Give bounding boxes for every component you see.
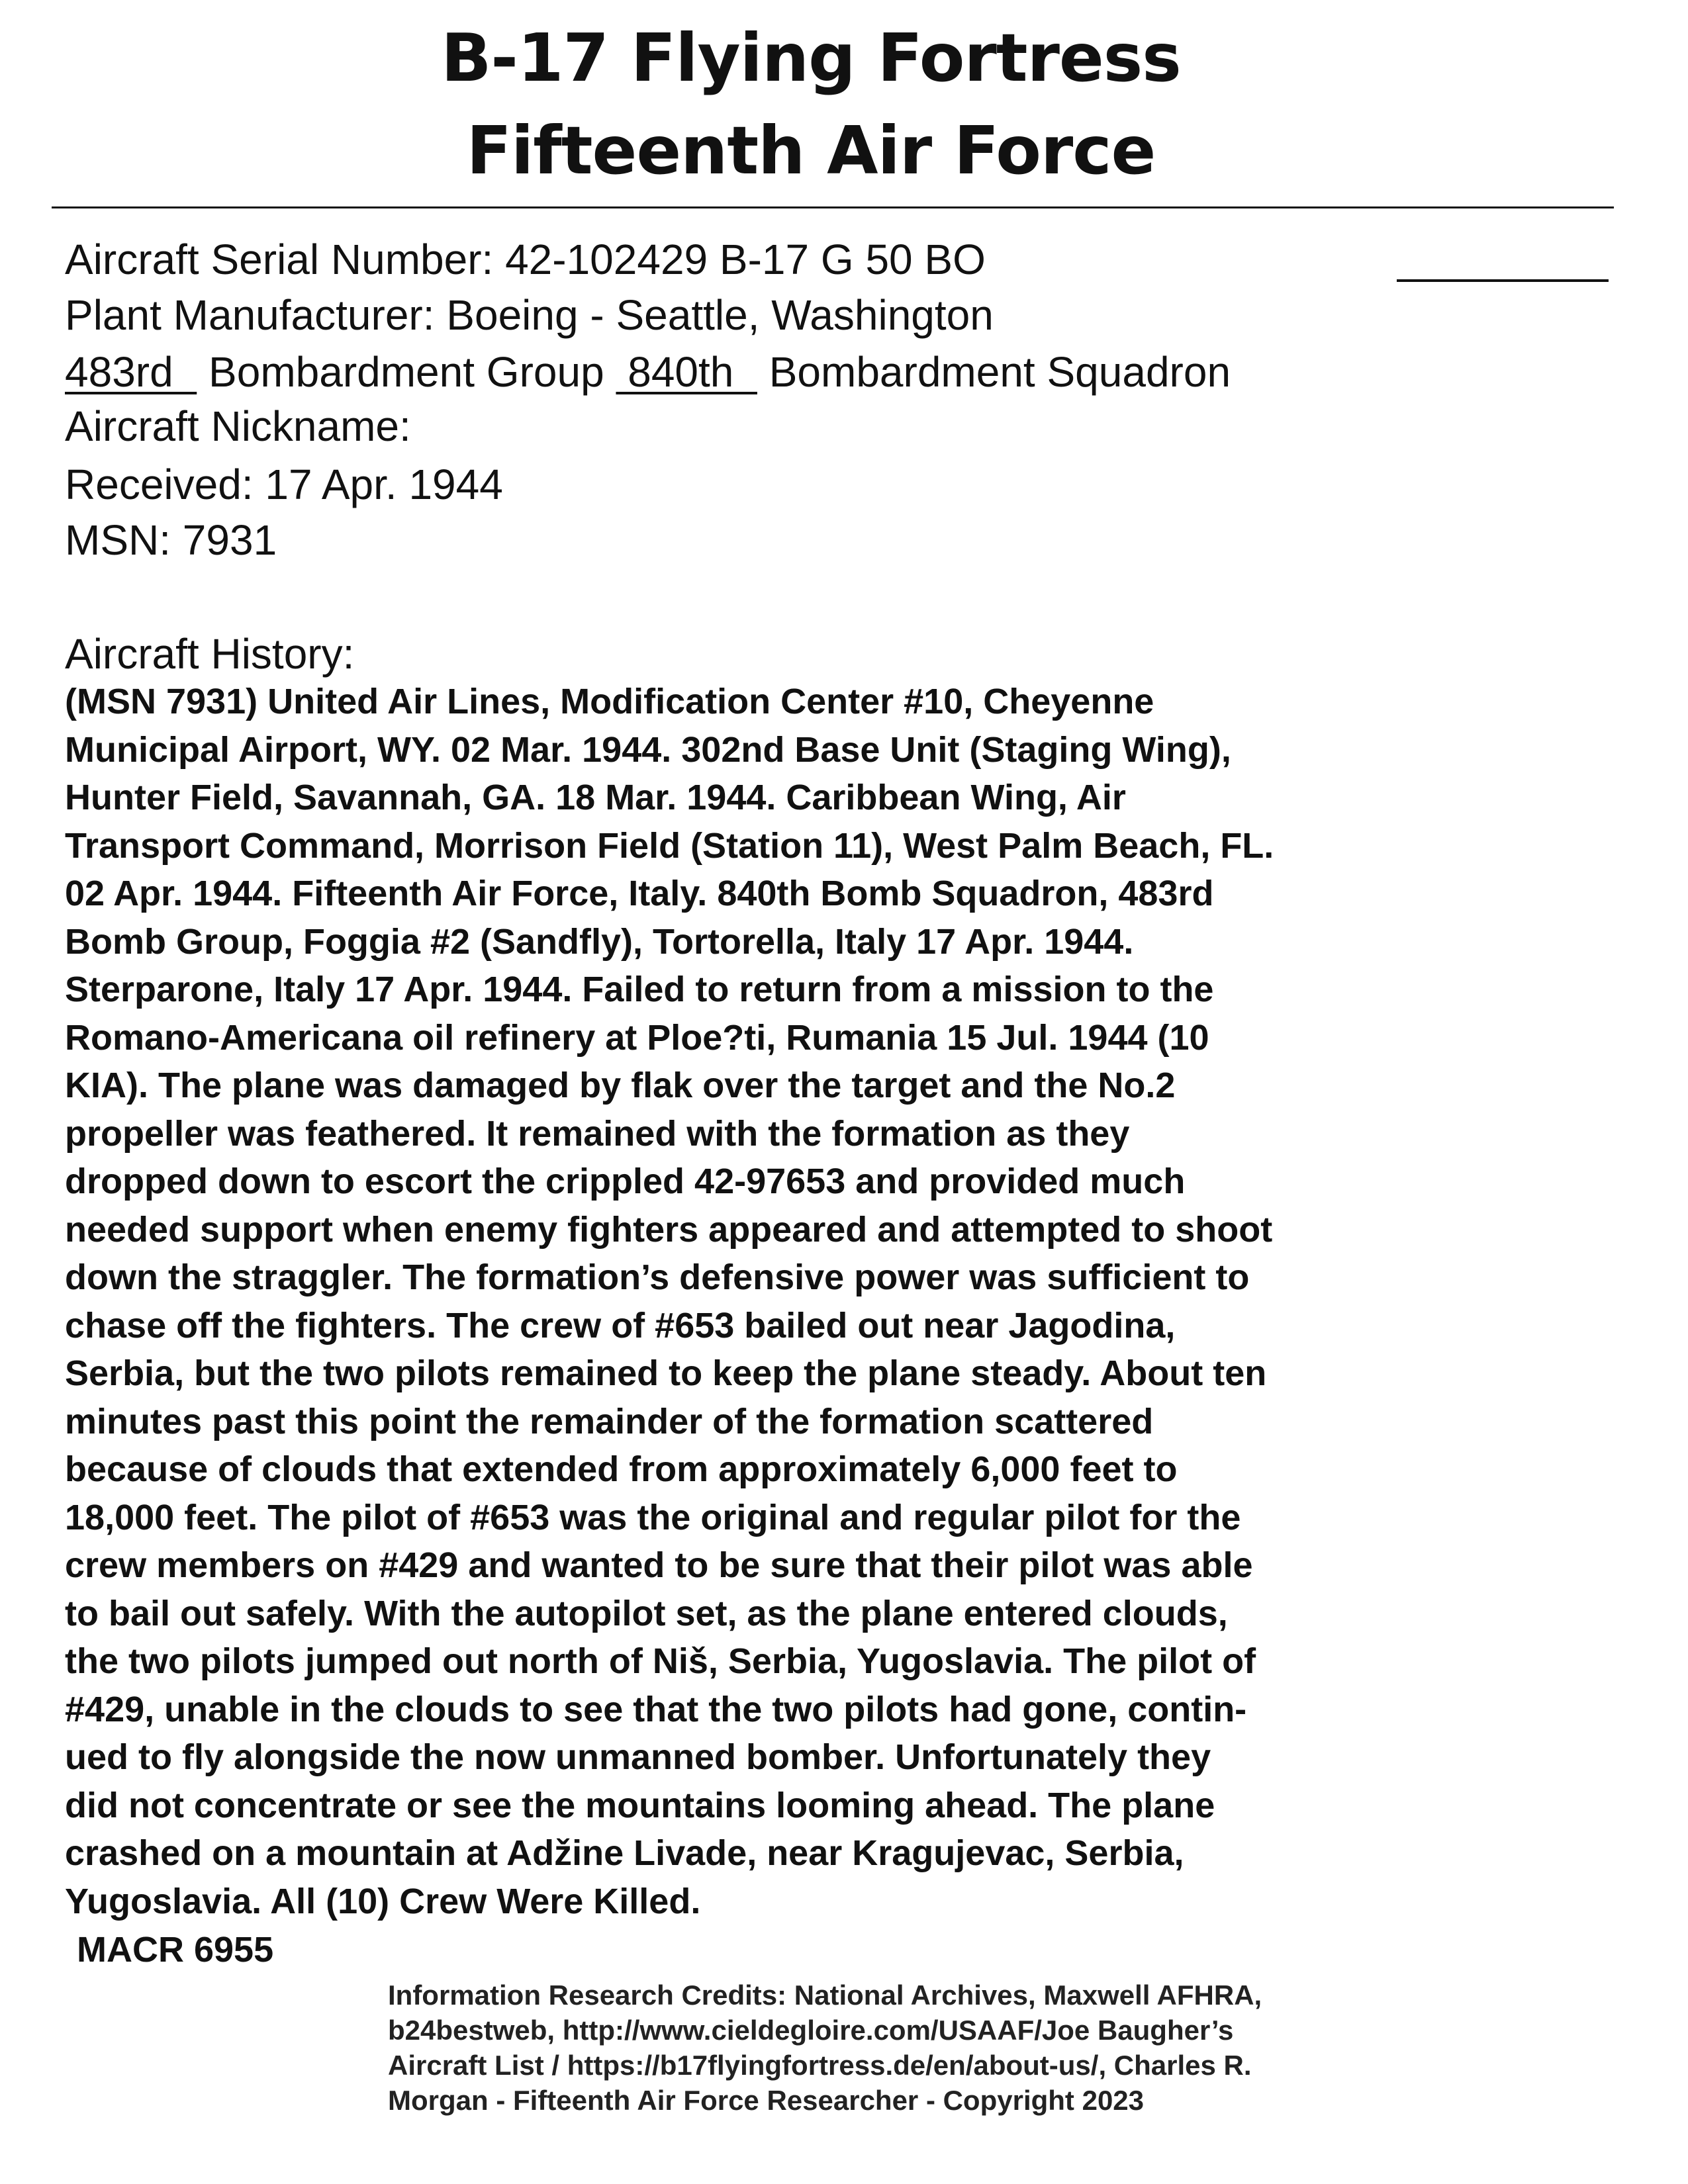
history-heading: Aircraft History:	[65, 630, 355, 678]
manufacturer-field: Plant Manufacturer: Boeing - Seattle, Washington	[65, 291, 994, 339]
group-squadron-field	[65, 345, 1231, 398]
macr-number: MACR 6955	[77, 1930, 274, 1970]
history-text: (MSN 7931) United Air Lines, Modification Center #10, Cheyenne Municipal Airport, WY. 02 Mar. 1944. 302nd Base Unit (Staging Wing), Hunter Field, Savannah, GA. 18 Mar. 1944. Caribbean Wing, Air Transport Command, Morrison Field (Station 11), West Palm Beach, FL. 02 Apr. 1944. Fifteenth Air Force, Italy. 840th Bomb Squadron, 483rd Bomb Group, Foggia #2 (Sandfly), Tortorella, Italy 17 Apr. 1944. Sterparone, Italy 17 Apr. 1944. Failed to return from a mission to the Romano-Americana oil refinery at Ploe?ti, Rumania 15 Jul. 1944 (10 KIA). The plane was damaged by flak over the target and the No.2 propeller was feathered. It remained with the formation as they dropped down to escort the crippled 42-97653 and provided much needed support when enemy fighters appeared and attempted to shoot down the straggler. The formation’s defensive power was sufficient to chase off the fighters. The crew of #653 bailed out near Jagodina, Serbia, but the two pilots remained to keep the plane steady. About ten minutes past this point the remainder of the formation scattered because of clouds that extended from approximately 6,000 feet to 18,000 feet. The pilot of #653 was the original and regular pilot for the crew members on #429 and wanted to be sure that their pilot was able to bail out safely. With the autopilot set, as the plane entered clouds, the two pilots jumped out north of Niš, Serbia, Yugoslavia. The pilot of #429, unable in the clouds to see that the two pilots had gone, contin- ued to fly alongside the now unmanned bomber. Unfortunately they did not concentrate or see the mountains looming ahead. The plane crashed on a mountain at Adžine Livade, near Kragujevac, Serbia, Yugoslavia. All (10) Crew Were Killed.	[65, 682, 1274, 1921]
header-divider	[52, 206, 1614, 208]
page-title: B-17 Flying Fortress	[441, 19, 1181, 97]
nickname-field: Aircraft Nickname:	[65, 402, 411, 450]
squadron-label: Bombardment Squadron	[757, 348, 1231, 396]
squadron-value: 840th	[616, 348, 757, 396]
received-field: Received: 17 Apr. 1944	[65, 461, 503, 508]
group-value: 483rd	[65, 348, 197, 396]
msn-field: MSN: 7931	[65, 516, 277, 564]
group-label: Bombardment Group	[197, 348, 616, 396]
serial-number-field: Aircraft Serial Number: 42-102429 B-17 G 50 BO	[65, 236, 986, 283]
research-credits: Information Research Credits: National Archives, Maxwell AFHRA, b24bestweb, http://www.cieldegloire.com/USAAF/Joe Baugher’s Aircraft List / https://b17flyingfortress.de/en/about-us/, Charles R. Morgan - Fifteenth Air Force Researcher - Copyright 2023	[388, 1979, 1262, 2116]
page-subtitle: Fifteenth Air Force	[466, 112, 1156, 189]
blank-underline	[1397, 279, 1609, 282]
